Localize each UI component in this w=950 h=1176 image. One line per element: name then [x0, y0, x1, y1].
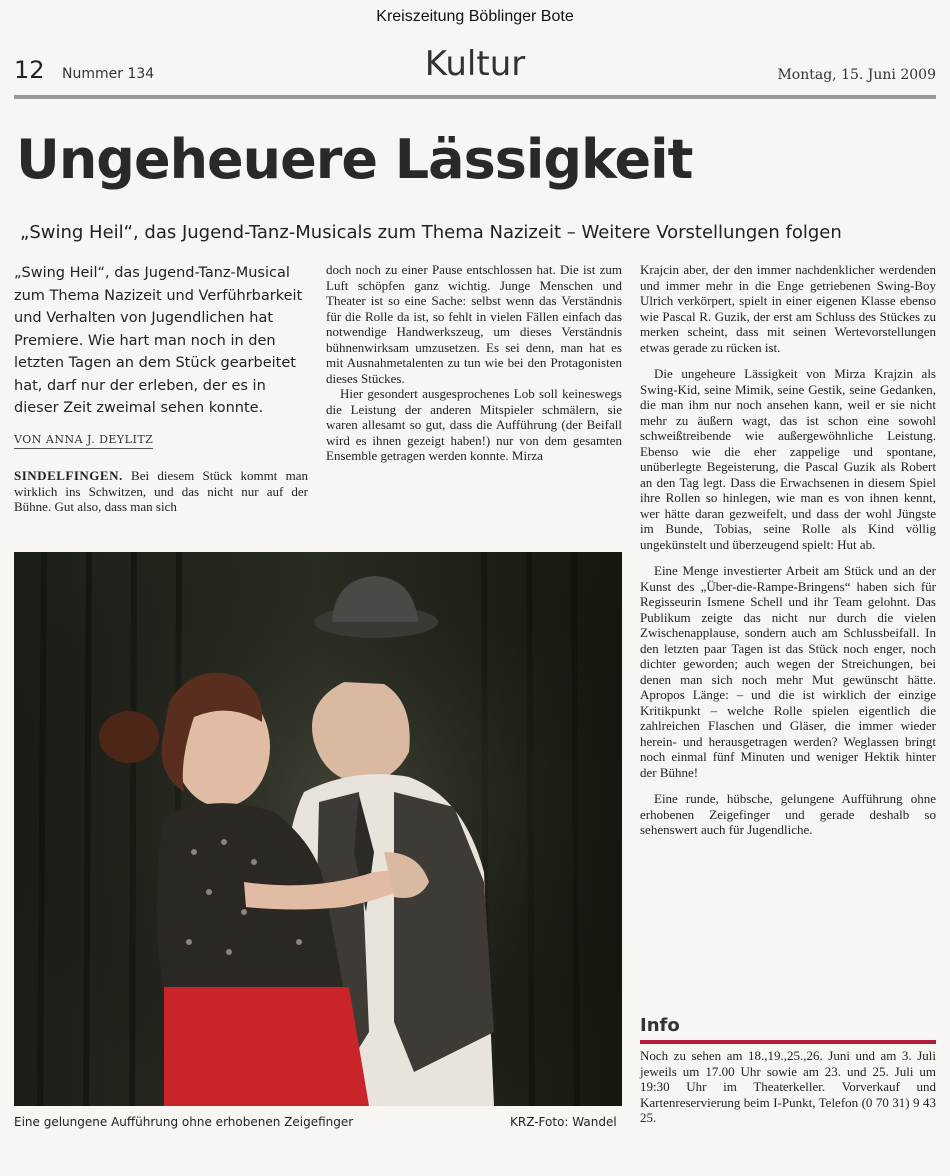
stage-scene-illustration	[14, 552, 622, 1106]
masthead-rule	[14, 95, 936, 99]
body-paragraph: doch noch zu einer Pause entschlossen hat. Die ist zum Luft schöpfen ganz wichtig. Junge Menschen und Theater ist so eine Sache: selbst wenn das Verständnis für die Rolle da ist, so fehlt in vielen Fällen einfach das notwendige Handwerkszeug, um dieses Verständnis bühnenwirksam umzusetzen. Es sei denn, man hat es mit Ausnahmetalenten zu tun wie bei den Protagonisten dieses Stückes.	[326, 262, 622, 386]
photo-credit: KRZ-Foto: Wandel	[510, 1115, 617, 1129]
newspaper-source: Kreiszeitung Böblinger Bote	[376, 8, 574, 25]
body-paragraph: Eine runde, hübsche, gelungene Aufführung ohne erhobenen Zeigefinger und gerade deshalb so sehenswert auch für Jugendliche.	[640, 791, 936, 837]
info-paragraph: Noch zu sehen am 18.,19.,25.,26. Juni und am 3. Juli jeweils um 17.00 Uhr sowie am 23. und 25. Juli um 19:30 Uhr im Theaterkeller. Vorverkauf und Kartenreservierung beim I-Punkt, Telefon (0 70 31) 9 43 25.	[640, 1048, 936, 1125]
info-box-text	[640, 1048, 936, 1126]
body-text: Bei diesem Stück kommt man wirklich ins Schwitzen, und das nicht nur auf der Bühne. Gut also, dass man sich	[14, 468, 308, 514]
body-paragraph: Hier gesondert ausgesprochenes Lob soll keineswegs die Leistung der anderen Mitspieler schmälern, sie waren allesamt so gut, dass die Aufführung (der Beifall wird es ihnen gezeigt haben!) nur von dem gesamten Ensemble getragen werden konnte. Mirza	[326, 386, 622, 463]
page-number: 12	[14, 56, 45, 84]
article-headline: Ungeheuere Lässigkeit	[16, 128, 693, 191]
photo-caption: Eine gelungene Aufführung ohne erhobenen Zeigefinger	[14, 1115, 354, 1129]
body-column-3	[640, 262, 936, 838]
info-box-title: Info	[640, 1015, 680, 1036]
issue-number: Nummer 134	[62, 66, 155, 82]
article-photo	[14, 552, 622, 1106]
issue-date: Montag, 15. Juni 2009	[777, 67, 936, 83]
body-column-2	[326, 262, 622, 464]
body-column-1	[14, 468, 308, 515]
body-paragraph: Die ungeheure Lässigkeit von Mirza Krajzin als Swing-Kid, seine Mimik, seine Gestik, seine Gedanken, die man ihm nur noch ansehen kann, weil er sie nicht mehr zu äußern wagt, das ist schon eine sowohl schweißtreibende wie außergewöhnliche Leistung. Ebenso wie die eher zappelige und spontane, unüberlegte Begeisterung, die Pascal Guzik als Robert an den Tag legt. Dass die Erwachsenen in diesem Spiel ihre Rollen so hinlegen, wie man es von ihnen kennt, wer hätte daran gezweifelt, und dass der wohl Jüngste im Bunde, Tobias, seine Rolle als Kind völlig ungekünstelt und überzeugend spielt: Hut ab.	[640, 366, 936, 552]
body-paragraph: Krajcin aber, der den immer nachdenklicher werdenden und immer mehr in die Enge getriebenen Swing-Boy Ulrich verkörpert, spielt in einer eigenen Klasse ebenso wie Pascal R. Guzik, der erst am Schluss des Stückes zu merken scheint, dass mit seinen Wertevorstellungen etwas gerade zu rücken ist.	[640, 262, 936, 355]
article-byline: VON ANNA J. DEYLITZ	[14, 433, 153, 449]
dateline: SINDELFINGEN.	[14, 468, 123, 483]
article-lead: „Swing Heil“, das Jugend-Tanz-Musical zum Thema Nazizeit und Verführbarkeit und Verhalten von Jugendlichen hat Premiere. Wie hart man noch in den letzten Tagen an dem Stück gearbeitet hat, darf nur der erleben, der es in dieser Zeit zweimal sehen konnte.	[14, 265, 303, 416]
article-subheadline: „Swing Heil“, das Jugend-Tanz-Musicals zum Thema Nazizeit – Weitere Vorstellungen folgen	[20, 222, 842, 243]
info-box-rule	[640, 1040, 936, 1044]
section-title: Kultur	[424, 44, 526, 84]
body-paragraph: Eine Menge investierter Arbeit am Stück und an der Kunst des „Über-die-Rampe-Bringens“ haben sich für Regisseurin Ismene Schell und ihr Team gelohnt. Das Publikum zeigte das nicht nur durch die vielen Zwischenapplause, sondern auch am Schlussbeifall. In den letzten paar Tagen ist das Stück noch enger, noch dichter geworden; auch wegen der Streichungen, bei denen man sich noch mehr Mut gewünscht hätte. Apropos Länge: – und die ist wirklich der einzige Kritikpunkt – welche Rolle spielen eigentlich die zahlreichen Flaschen und Gläser, die immer wieder herein- und herausgetragen werden? Weglassen bringt noch einmal fünf Minuten und weniger Hektik hinter der Bühne!	[640, 563, 936, 780]
